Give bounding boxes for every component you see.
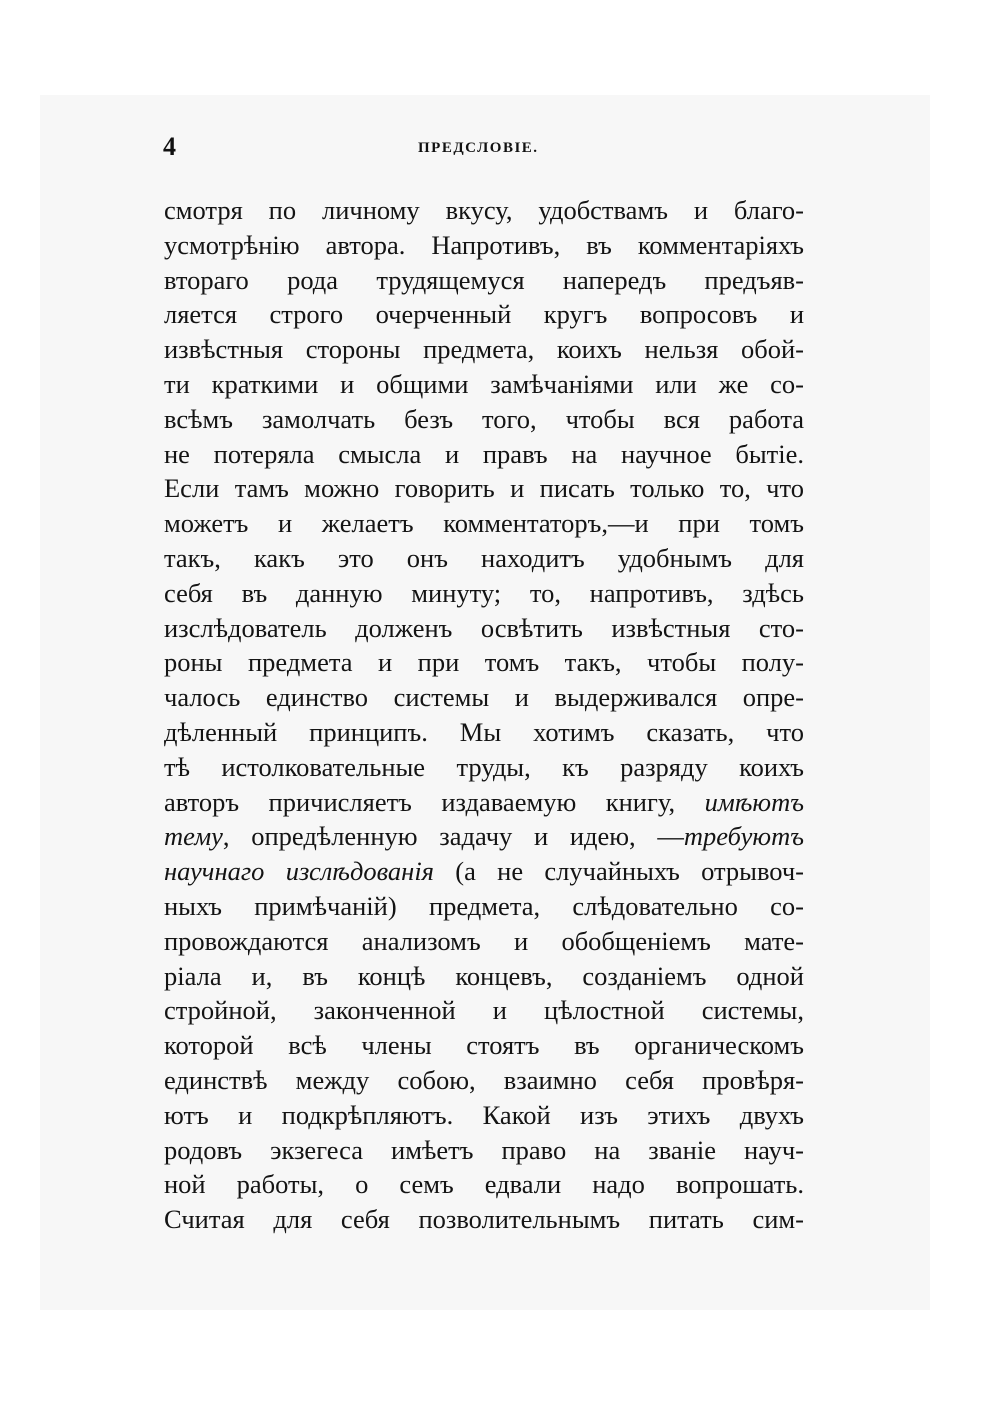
text-segment: ти краткими и общими замѣчаніями или же со- <box>164 368 804 399</box>
text-line <box>164 297 804 332</box>
italic-text: имѣютъ <box>704 786 804 817</box>
page-header <box>163 132 803 172</box>
text-segment: не потеряла смысла и правъ на научное бытіе. <box>164 438 804 469</box>
text-segment: дѣленный принципъ. Мы хотимъ сказать, что <box>164 716 804 747</box>
text-line <box>164 402 804 437</box>
text-segment: ной работы, о семъ едвали надо вопрошать. <box>164 1169 804 1200</box>
text-line <box>164 367 804 402</box>
text-segment: единствѣ между собою, взаимно себя провѣря- <box>164 1064 804 1095</box>
text-segment: себя въ данную минуту; то, напротивъ, здѣсь <box>164 577 804 608</box>
text-segment: (а не случайныхъ отрывоч- <box>434 856 804 887</box>
text-line <box>164 1202 804 1237</box>
text-line <box>164 924 804 959</box>
text-line <box>164 471 804 506</box>
italic-text: тему <box>164 821 223 852</box>
text-line <box>164 645 804 680</box>
text-segment: Считая для себя позволительнымъ питать сим- <box>164 1204 804 1235</box>
text-line <box>164 1133 804 1168</box>
body-text <box>164 193 804 1237</box>
text-segment: такъ, какъ это онъ находитъ удобнымъ для <box>164 542 804 573</box>
text-line <box>164 750 804 785</box>
text-segment: авторъ причисляетъ издаваемую книгу, <box>164 786 705 817</box>
text-segment: , опредѣленную задачу и идею, — <box>222 821 684 852</box>
text-segment: стройной, законченной и цѣлостной системы, <box>164 995 804 1026</box>
text-line <box>164 228 804 263</box>
text-segment: тѣ истолковательные труды, къ разряду коихъ <box>164 751 804 782</box>
text-segment: смотря по личному вкусу, удобствамъ и благо- <box>164 195 804 225</box>
text-segment: Если тамъ можно говорить и писать только то, что <box>164 473 804 504</box>
text-line <box>164 541 804 576</box>
text-segment: можетъ и желаетъ комментаторъ,—и при томъ <box>164 508 804 539</box>
text-line <box>164 576 804 611</box>
text-segment: всѣмъ замолчать безъ того, чтобы вся работа <box>164 403 804 434</box>
text-line <box>164 611 804 646</box>
text-line <box>164 819 804 854</box>
running-title: ПРЕДСЛОВІЕ. <box>418 140 539 156</box>
page-number: 4 <box>163 132 176 161</box>
text-line <box>164 854 804 889</box>
text-line <box>164 715 804 750</box>
text-line <box>164 437 804 472</box>
text-line <box>164 332 804 367</box>
text-line <box>164 959 804 994</box>
text-segment: ріала и, въ концѣ концевъ, созданіемъ одной <box>164 960 804 991</box>
text-segment: ныхъ примѣчаній) предмета, слѣдовательно со- <box>164 890 804 921</box>
text-line <box>164 1167 804 1202</box>
text-segment: изслѣдователь долженъ освѣтить извѣстныя сто- <box>164 612 804 643</box>
text-line <box>164 506 804 541</box>
text-segment: чалось единство системы и выдерживался опре- <box>164 682 804 713</box>
text-line <box>164 1063 804 1098</box>
text-segment: извѣстныя стороны предмета, коихъ нельзя обой- <box>164 334 804 365</box>
text-line <box>164 993 804 1028</box>
text-line <box>164 1098 804 1133</box>
text-segment: провождаются анализомъ и обобщеніемъ мате- <box>164 925 804 956</box>
italic-text: научнаго изслѣдованія <box>164 856 435 887</box>
text-line <box>164 785 804 820</box>
text-segment: роны предмета и при томъ такъ, чтобы полу- <box>164 647 804 678</box>
text-segment: родовъ экзегеса имѣетъ право на званіе науч- <box>164 1134 804 1165</box>
text-line <box>164 889 804 924</box>
text-line <box>164 263 804 298</box>
text-line <box>164 680 804 715</box>
italic-text: требуютъ <box>683 821 804 852</box>
text-line <box>164 1028 804 1063</box>
text-segment: усмотрѣнію автора. Напротивъ, въ комментаріяхъ <box>164 229 804 260</box>
text-segment: ляется строго очерченный кругъ вопросовъ и <box>164 299 804 330</box>
text-segment: которой всѣ члены стоятъ въ органическомъ <box>164 1030 804 1061</box>
text-segment: втораго рода трудящемуся напередъ предъяв- <box>164 264 804 295</box>
text-line <box>164 193 804 228</box>
text-segment: ютъ и подкрѣпляютъ. Какой изъ этихъ двухъ <box>164 1099 804 1130</box>
